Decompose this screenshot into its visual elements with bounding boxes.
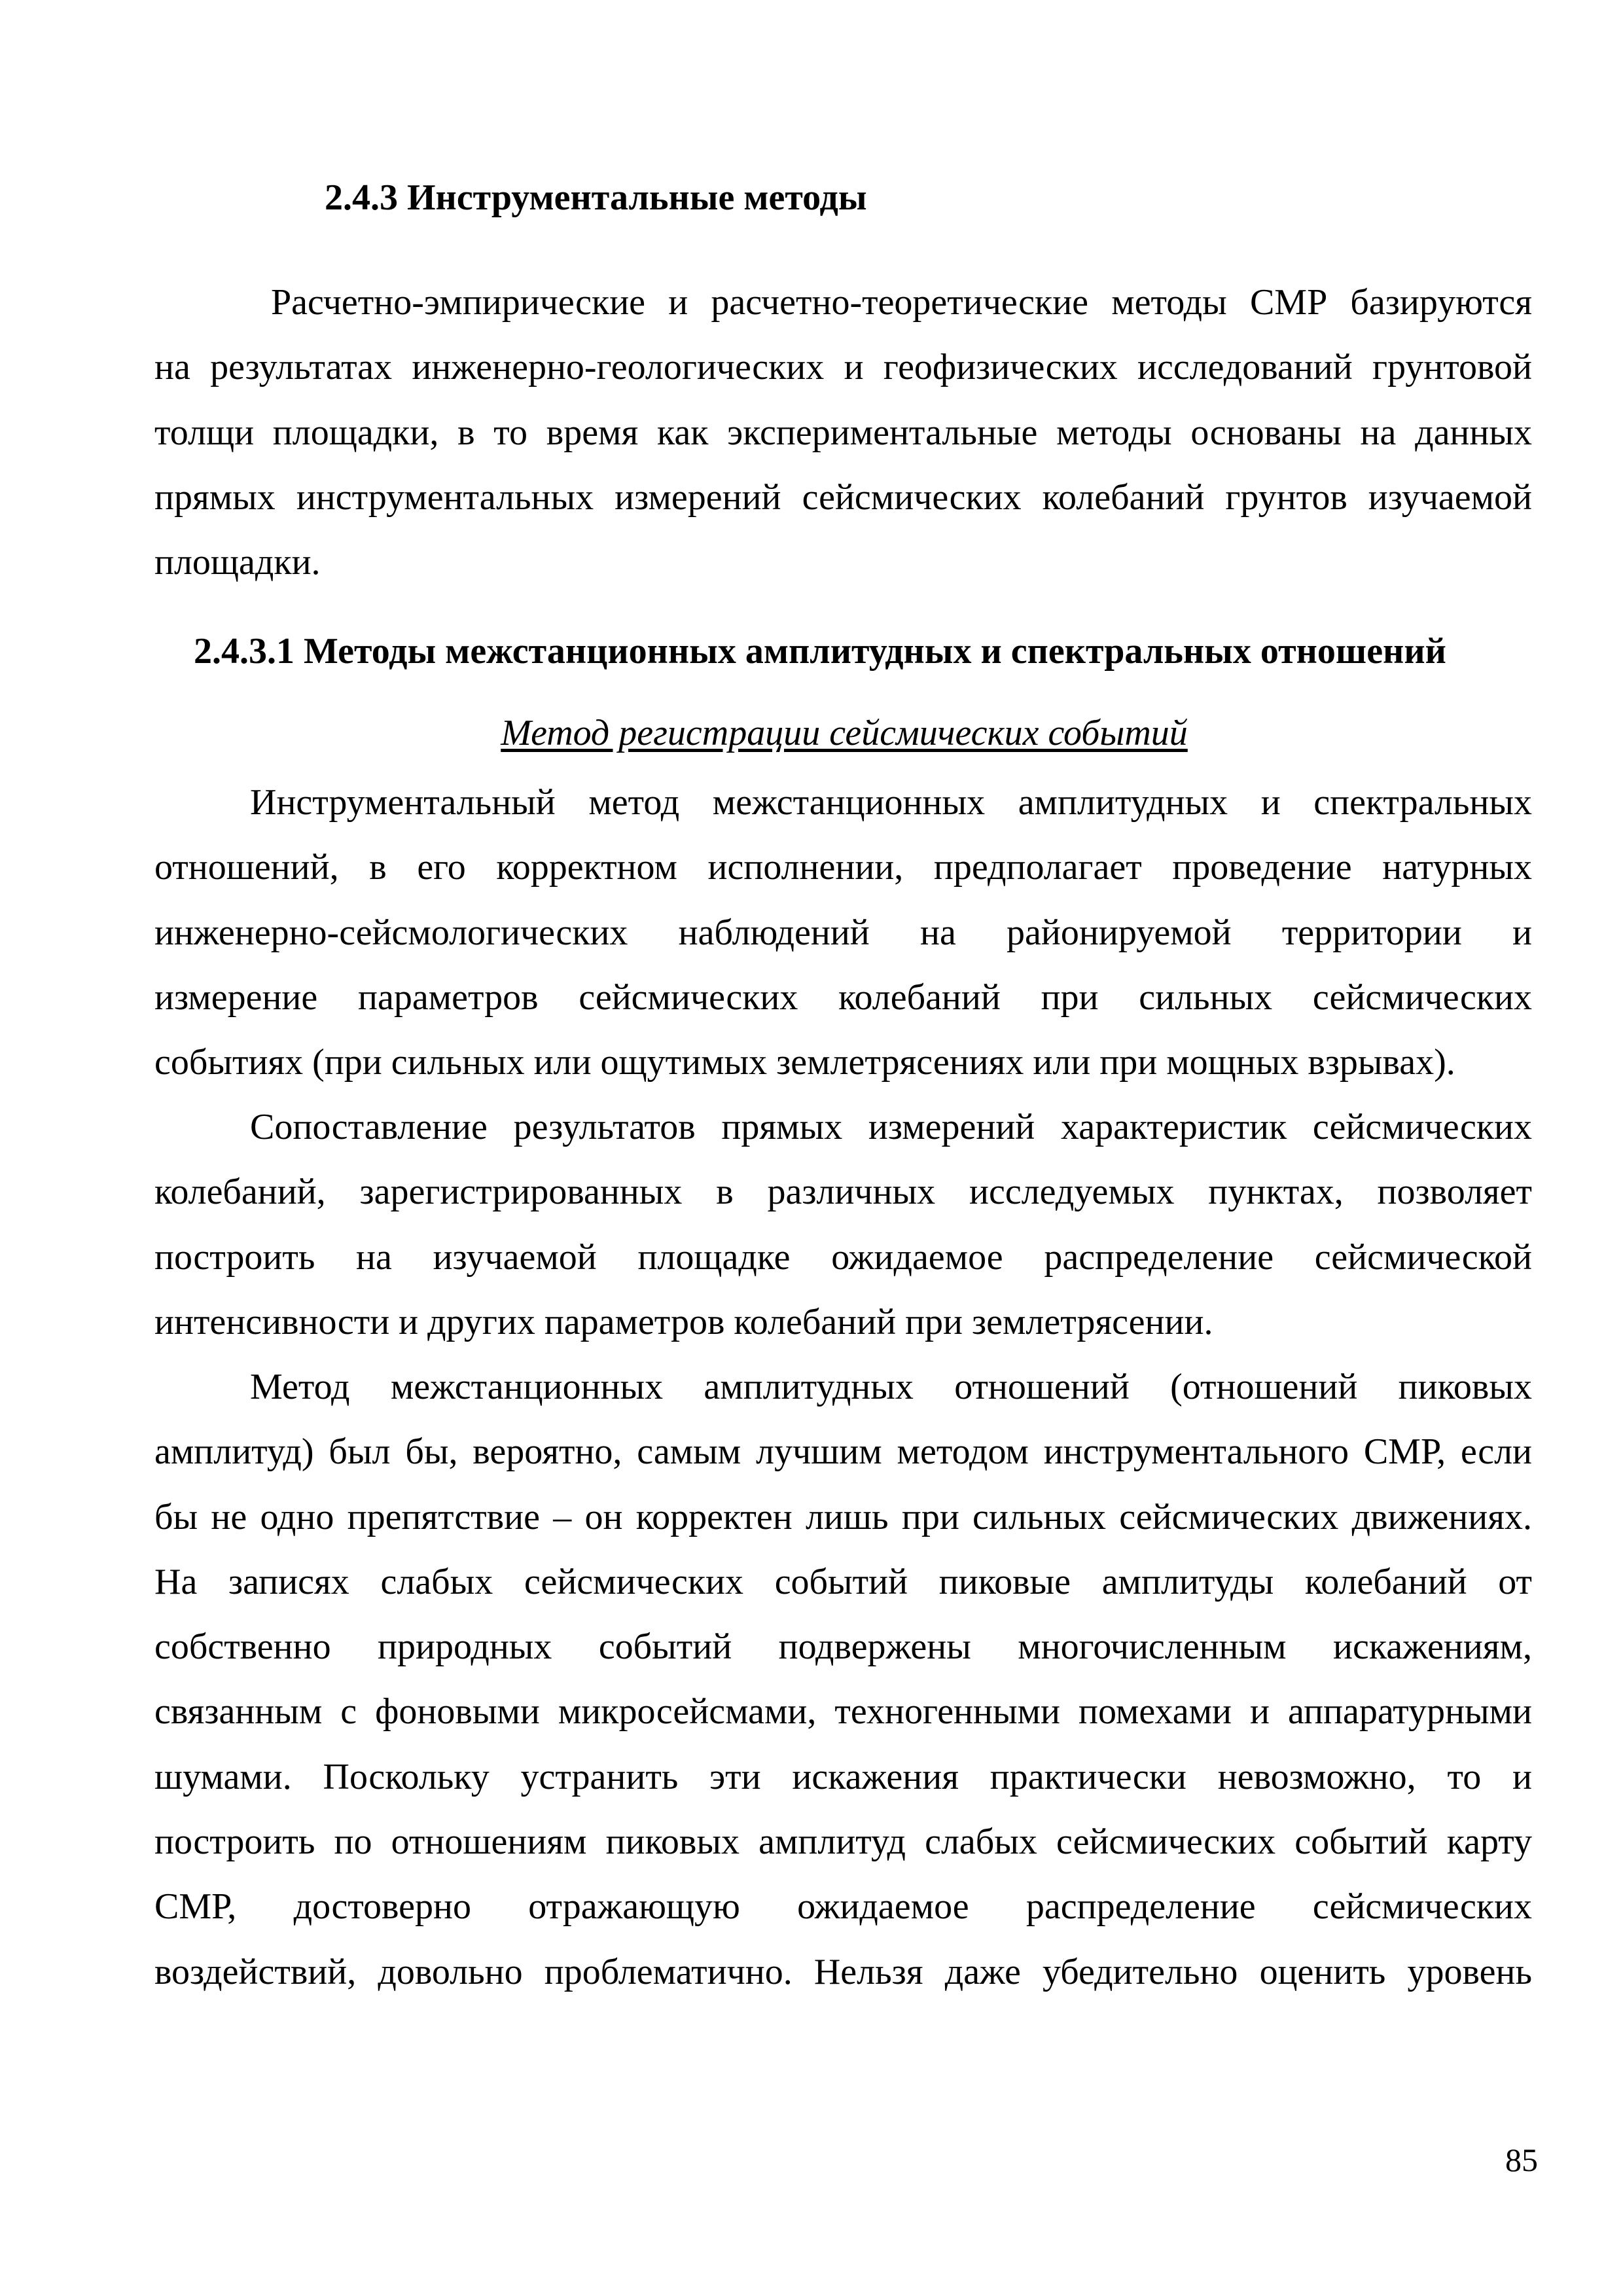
paragraph-line: Инструментальный метод межстанционных амплитудных и спектральных: [250, 782, 1532, 823]
paragraph-line: СМР, достоверно отражающую ожидаемое распределение сейсмических: [154, 1886, 1532, 1928]
paragraph-line: событиях (при сильных или ощутимых землетрясениях или при мощных взрывах).: [154, 1042, 1455, 1083]
method-title: Метод регистрации сейсмических событий: [501, 713, 1188, 753]
paragraph-amplitude-ratios: [154, 1355, 1532, 2005]
paragraph-line: площадки.: [154, 542, 321, 583]
paragraph-line: Сопоставление результатов прямых измерений характеристик сейсмических: [250, 1107, 1532, 1147]
paragraph-line: толщи площадки, в то время как экспериментальные методы основаны на данных: [154, 412, 1532, 453]
paragraph-line: Метод межстанционных амплитудных отношений (отношений пиковых: [250, 1367, 1532, 1407]
paragraph-line: построить по отношениям пиковых амплитуд слабых сейсмических событий карту: [154, 1821, 1532, 1863]
paragraph-line: инженерно-сейсмологических наблюдений на районируемой территории и: [154, 912, 1532, 953]
paragraph-line: на результатах инженерно-геологических и геофизических исследований грунтовой: [154, 347, 1532, 388]
paragraph-line: Расчетно-эмпирические и расчетно-теоретические методы СМР базируются: [271, 282, 1532, 323]
paragraph-line: отношений, в его корректном исполнении, предполагает проведение натурных: [154, 847, 1532, 888]
paragraph-line: бы не одно препятствие – он корректен лишь при сильных сейсмических движениях.: [154, 1496, 1532, 1537]
paragraph-line: собственно природных событий подвержены многочисленным искажениям,: [154, 1626, 1532, 1668]
page-number: 85: [1505, 2142, 1538, 2178]
section-heading: 2.4.3 Инструментальные методы: [325, 177, 867, 218]
paragraph-line: построить на изучаемой площадке ожидаемое распределение сейсмической: [154, 1236, 1532, 1278]
paragraph-line: На записях слабых сейсмических событий пиковые амплитуды колебаний от: [154, 1561, 1532, 1602]
paragraph-line: шумами. Поскольку устранить эти искажения практически невозможно, то и: [154, 1756, 1532, 1797]
paragraph-line: прямых инструментальных измерений сейсмических колебаний грунтов изучаемой: [154, 476, 1532, 518]
paragraph-line: воздействий, довольно проблематично. Нельзя даже убедительно оценить уровень: [154, 1951, 1532, 1992]
paragraph-line: связанным с фоновыми микросейсмами, техногенными помехами и аппаратурными: [154, 1691, 1532, 1732]
paragraph-comparison: [154, 1095, 1532, 1355]
subsection-heading: 2.4.3.1 Методы межстанционных амплитудных и спектральных отношений: [194, 631, 1446, 672]
paragraph-method-description: [154, 770, 1532, 1095]
paragraph-line: интенсивности и других параметров колебаний при землетрясении.: [154, 1301, 1213, 1342]
paragraph-intro: [154, 270, 1532, 595]
paragraph-line: колебаний, зарегистрированных в различных исследуемых пунктах, позволяет: [154, 1172, 1532, 1213]
paragraph-line: амплитуд) был бы, вероятно, самым лучшим методом инструментального СМР, если: [154, 1431, 1532, 1473]
paragraph-line: измерение параметров сейсмических колебаний при сильных сейсмических: [154, 977, 1532, 1018]
